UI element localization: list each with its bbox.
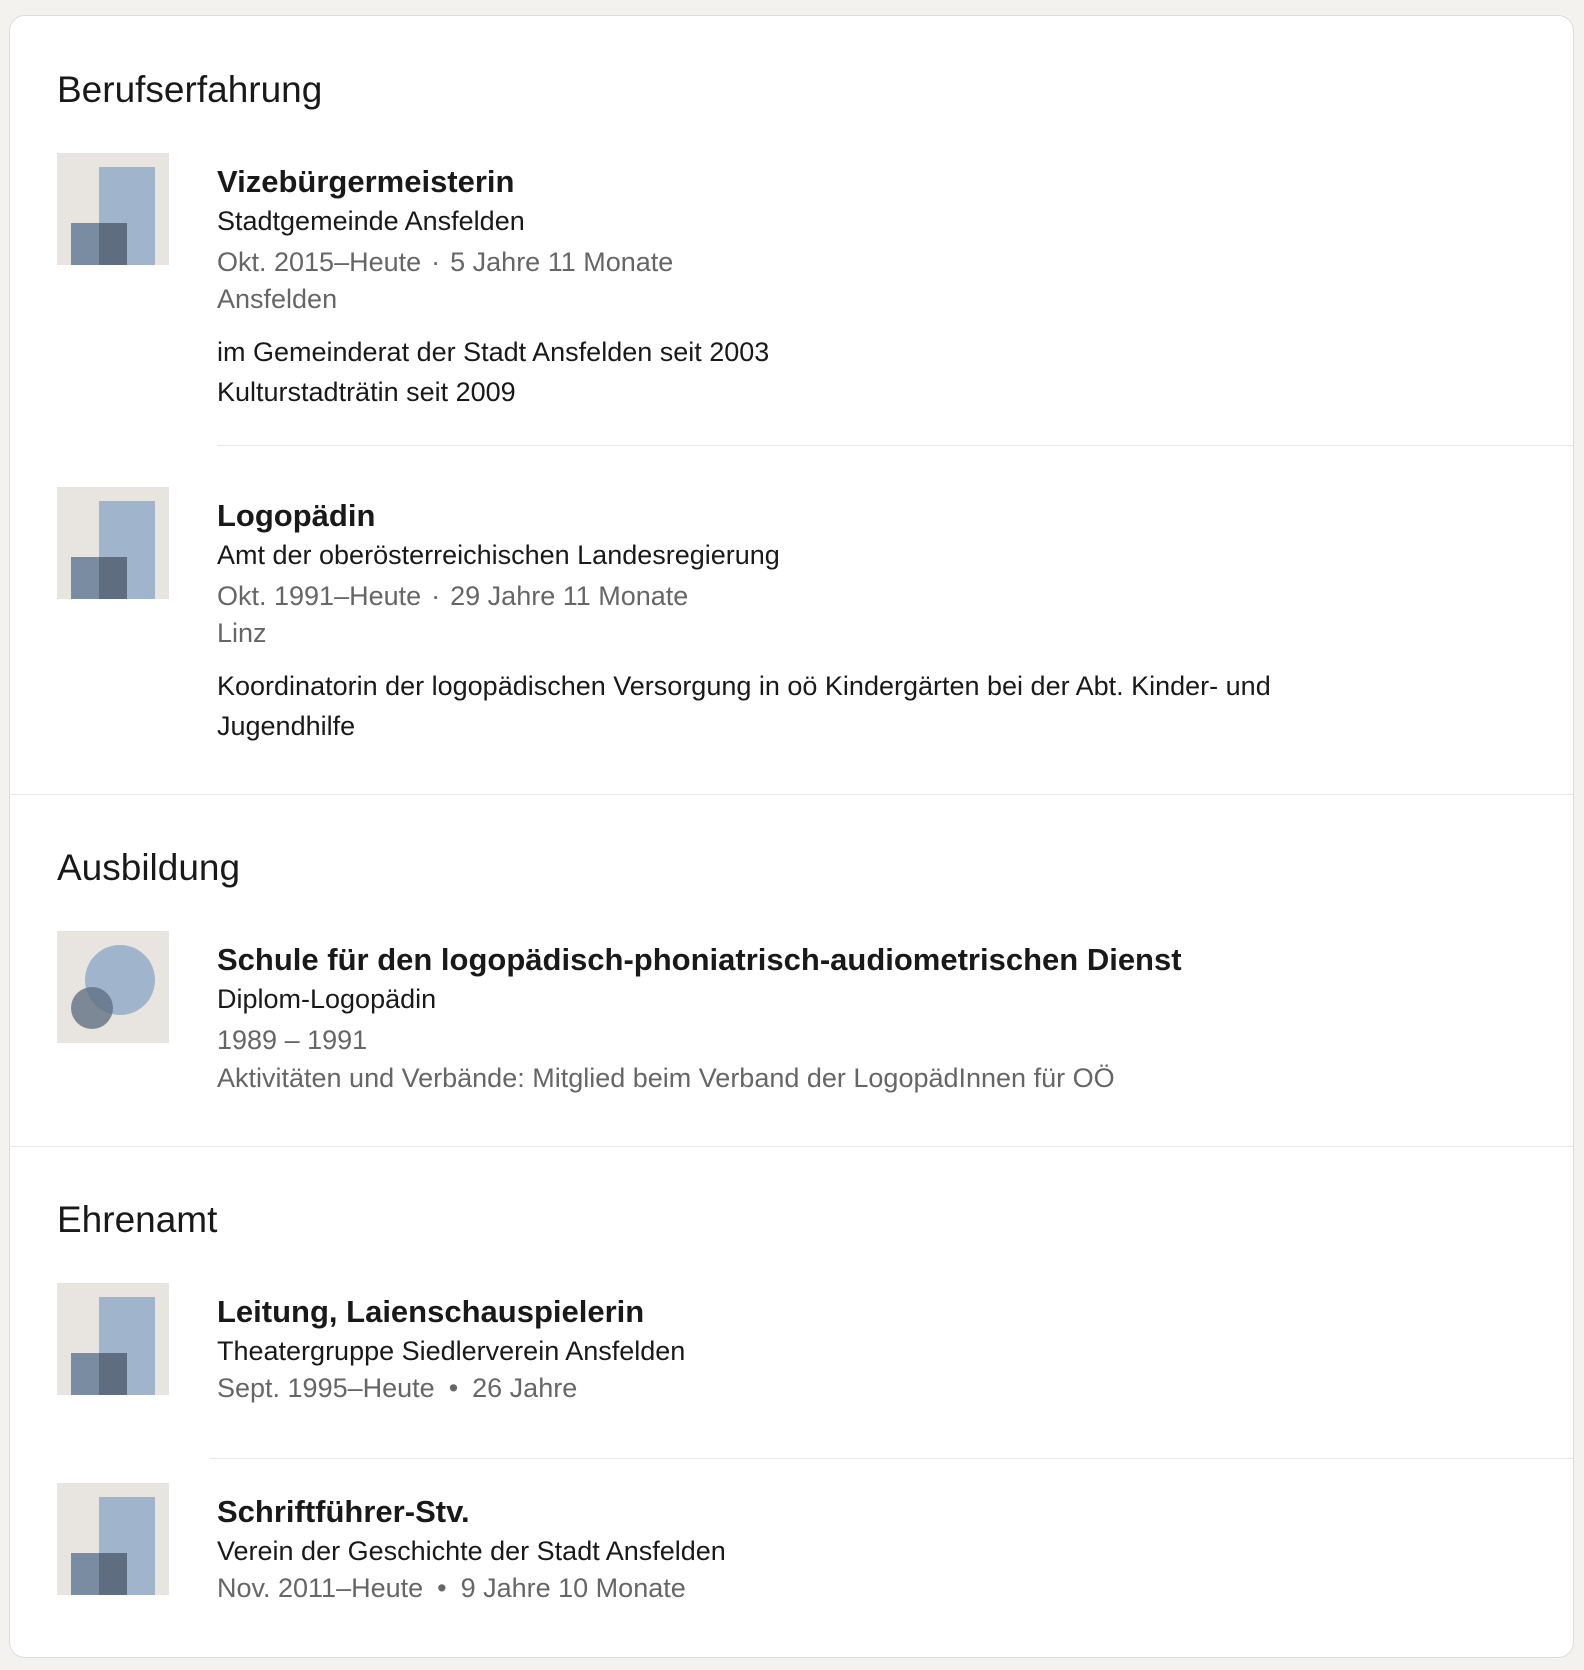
company-name[interactable]: Amt der oberösterreichischen Landesregierung bbox=[217, 540, 780, 570]
date-range: Nov. 2011–Heute bbox=[217, 1573, 424, 1603]
volunteering-section bbox=[10, 1147, 1573, 1657]
job-title[interactable]: Logopädin bbox=[217, 498, 376, 533]
duration: 29 Jahre 11 Monate bbox=[450, 581, 689, 611]
description-line: Koordinatorin der logopädischen Versorgung in oö Kindergärten bei der Abt. Kinder- und bbox=[217, 671, 1271, 701]
school-placeholder-icon[interactable] bbox=[57, 931, 169, 1043]
meta-separator: · bbox=[431, 247, 441, 277]
volunteer-organization[interactable]: Verein der Geschichte der Stadt Ansfelden bbox=[217, 1536, 726, 1566]
degree-name: Diplom-Logopädin bbox=[217, 984, 437, 1014]
school-name[interactable]: Schule für den logopädisch-phoniatrisch-audiometrischen Dienst bbox=[217, 942, 1182, 977]
volunteer-role[interactable]: Leitung, Laienschauspielerin bbox=[217, 1294, 645, 1329]
experience-section bbox=[10, 16, 1573, 778]
duration: 5 Jahre 11 Monate bbox=[450, 247, 674, 277]
volunteer-period bbox=[217, 1570, 1533, 1607]
date-range: Okt. 1991–Heute bbox=[217, 581, 422, 611]
company-placeholder-icon[interactable] bbox=[57, 1483, 169, 1595]
description-line: Jugendhilfe bbox=[217, 711, 356, 741]
entry-divider bbox=[210, 1458, 1573, 1459]
employment-period bbox=[217, 244, 1533, 281]
description-line: im Gemeinderat der Stadt Ansfelden seit 2003 bbox=[217, 337, 770, 367]
date-range: Sept. 1995–Heute bbox=[217, 1373, 435, 1403]
volunteer-organization[interactable]: Theatergruppe Siedlerverein Ansfelden bbox=[217, 1336, 686, 1366]
job-title[interactable]: Vizebürgermeisterin bbox=[217, 164, 515, 199]
volunteering-heading: Ehrenamt bbox=[57, 1199, 218, 1240]
company-placeholder-icon[interactable] bbox=[57, 1283, 169, 1395]
meta-separator: • bbox=[437, 1573, 447, 1603]
profile-card bbox=[9, 15, 1574, 1658]
education-section bbox=[10, 795, 1573, 1145]
experience-heading: Berufserfahrung bbox=[57, 69, 323, 110]
employment-period bbox=[217, 578, 1533, 615]
description-line: Kulturstadträtin seit 2009 bbox=[217, 377, 516, 407]
duration: 9 Jahre 10 Monate bbox=[460, 1573, 686, 1603]
company-name[interactable]: Stadtgemeinde Ansfelden bbox=[217, 206, 525, 236]
duration: 26 Jahre bbox=[472, 1373, 578, 1403]
education-heading: Ausbildung bbox=[57, 847, 241, 888]
meta-separator: · bbox=[431, 581, 441, 611]
volunteer-role[interactable]: Schriftführer-Stv. bbox=[217, 1494, 470, 1529]
job-location: Ansfelden bbox=[217, 284, 338, 314]
meta-separator: • bbox=[448, 1373, 459, 1403]
date-range: Okt. 2015–Heute bbox=[217, 247, 422, 277]
job-description bbox=[217, 666, 1533, 746]
job-location: Linz bbox=[217, 618, 267, 648]
job-description bbox=[217, 332, 1533, 412]
company-placeholder-icon[interactable] bbox=[57, 487, 169, 599]
company-placeholder-icon[interactable] bbox=[57, 153, 169, 265]
education-dates: 1989 – 1991 bbox=[217, 1025, 368, 1055]
education-activities: Aktivitäten und Verbände: Mitglied beim Verband der LogopädInnen für OÖ bbox=[217, 1063, 1115, 1093]
volunteer-period bbox=[217, 1370, 1533, 1407]
entry-divider bbox=[217, 445, 1573, 446]
